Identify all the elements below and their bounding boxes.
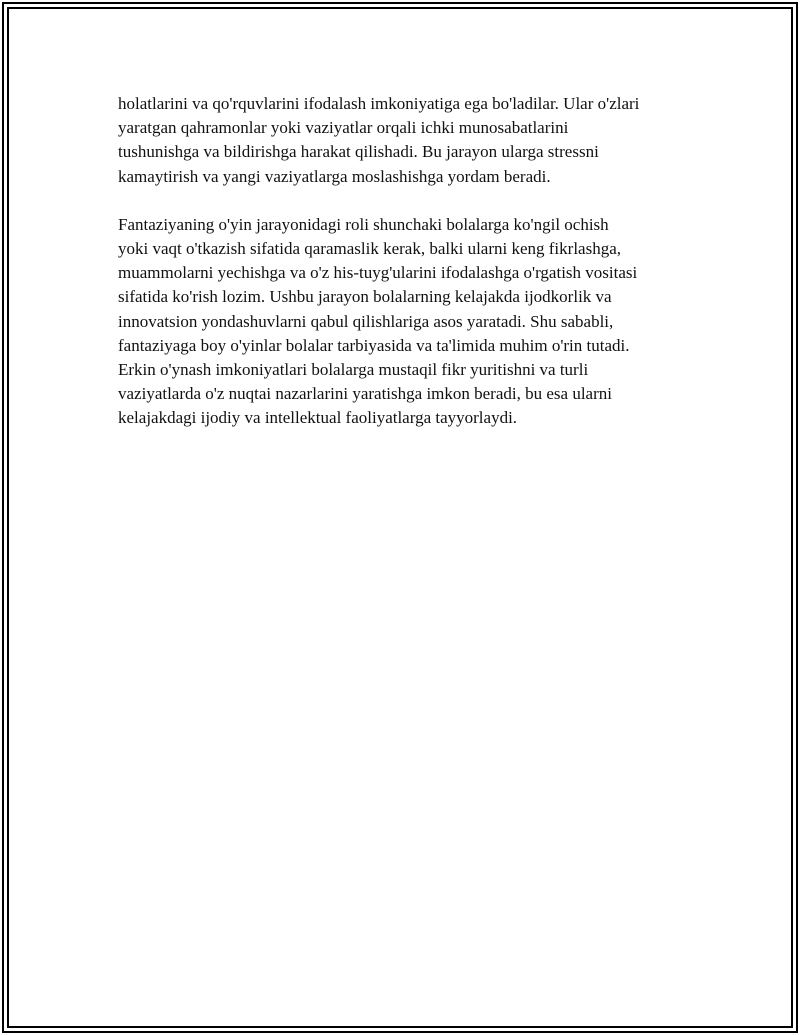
text-line: sifatida ko'rish lozim. Ushbu jarayon bolalarning kelajakda ijodkorlik va	[118, 287, 612, 307]
text-line: holatlarini va qo'rquvlarini ifodalash imkoniyatiga ega bo'ladilar. Ular o'zlari	[118, 94, 640, 113]
paragraph-2	[118, 213, 698, 431]
document-body	[118, 92, 698, 431]
text-line: Erkin o'ynash imkoniyatlari bolalarga mustaqil fikr yuritishni va turli	[118, 360, 589, 380]
text-line: kamaytirish va yangi vaziyatlarga moslashishga yordam beradi.	[118, 166, 551, 186]
text-line: innovatsion yondashuvlarni qabul qilishlariga asos yaratadi. Shu sababli,	[118, 311, 614, 331]
text-line: fantaziyaga boy o'yinlar bolalar tarbiyasida va ta'limida muhim o'rin tutadi.	[118, 335, 630, 355]
text-line: yaratgan qahramonlar yoki vaziyatlar orqali ichki munosabatlarini	[118, 118, 569, 138]
text-line: muammolarni yechishga va o'z his-tuyg'ularini ifodalashga o'rgatish vositasi	[118, 263, 638, 283]
text-line: kelajakdagi ijodiy va intellektual faoliyatlarga tayyorlaydi.	[118, 408, 518, 428]
text-line: tushunishga va bildirishga harakat qilishadi. Bu jarayon ularga stressni	[118, 142, 599, 162]
text-line: vaziyatlarda o'z nuqtai nazarlarini yaratishga imkon beradi, bu esa ularni	[118, 384, 612, 404]
paragraph-1	[118, 92, 698, 189]
text-line: yoki vaqt o'tkazish sifatida qaramaslik kerak, balki ularni keng fikrlashga,	[118, 239, 621, 259]
text-line: Fantaziyaning o'yin jarayonidagi roli shunchaki bolalarga ko'ngil ochish	[118, 214, 609, 234]
